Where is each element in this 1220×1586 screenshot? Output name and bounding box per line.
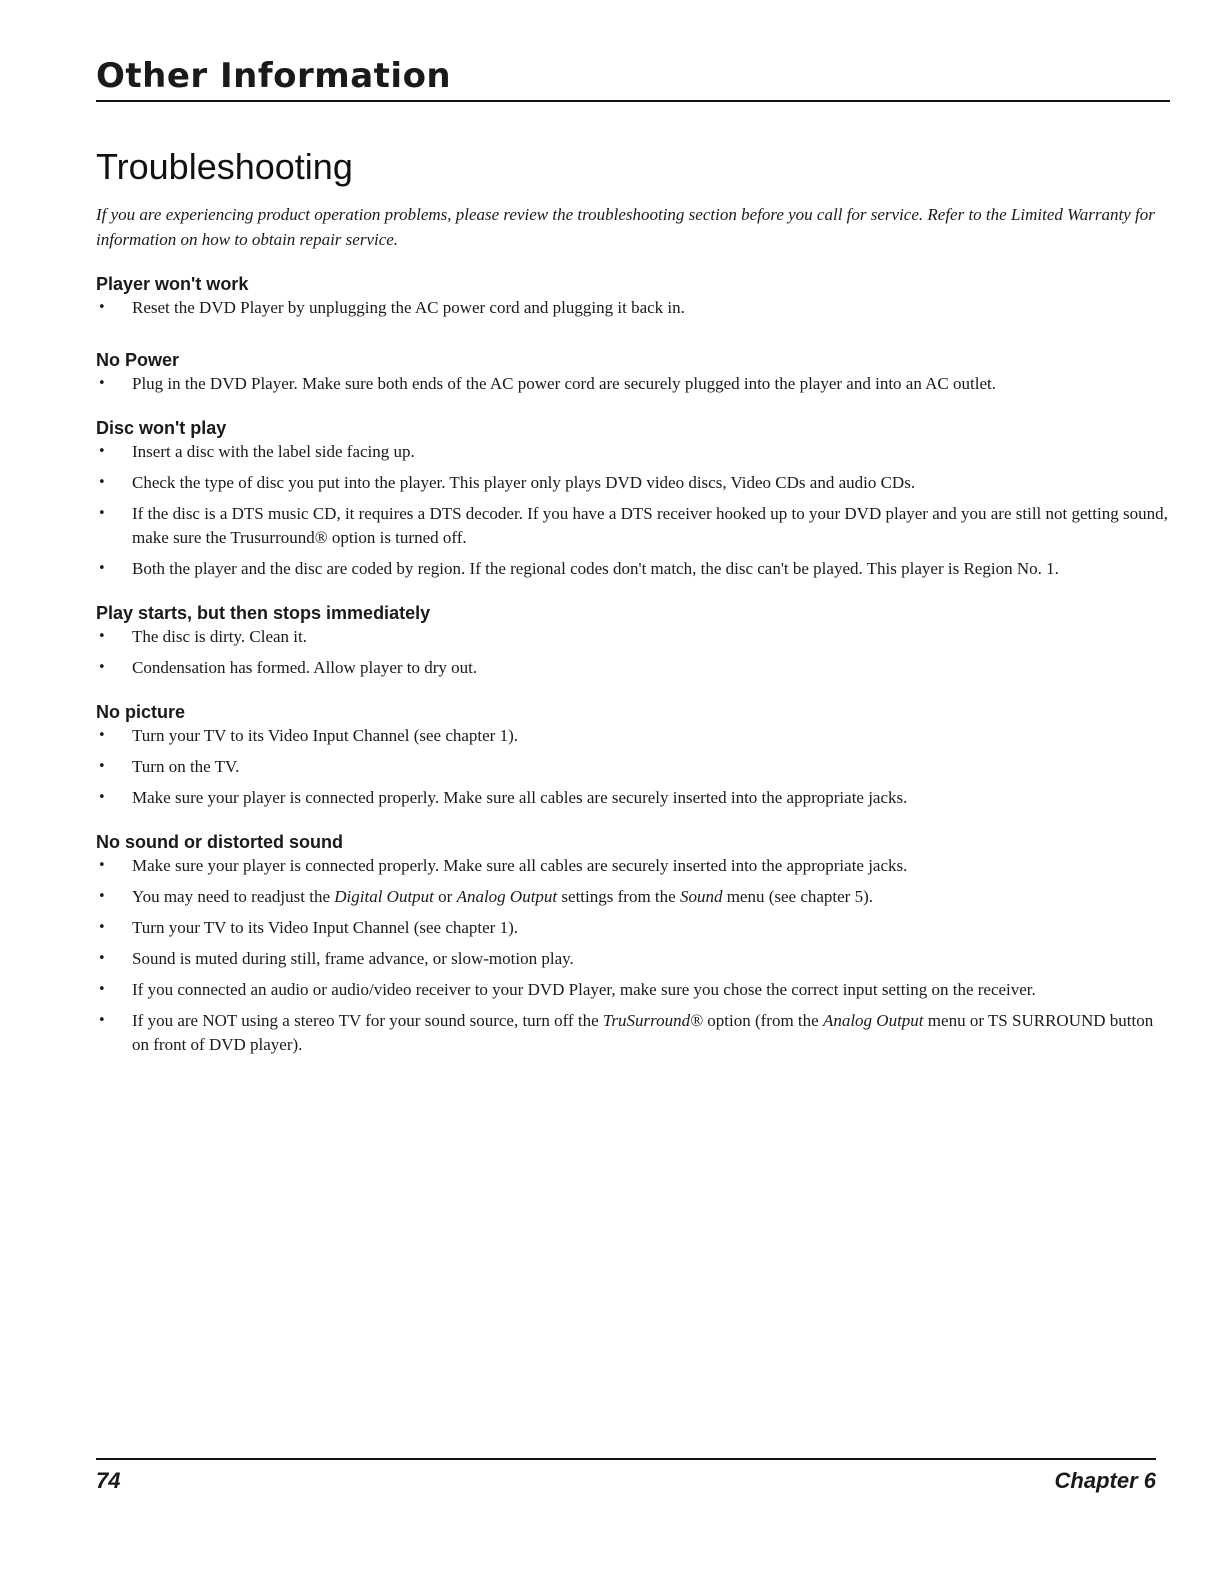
bullet-item — [96, 1009, 1170, 1057]
chapter-label: Chapter 6 — [1054, 1468, 1156, 1493]
topic-no-sound — [96, 830, 1170, 1057]
text-run: option (from the — [703, 1011, 823, 1030]
bullet-list — [96, 724, 1170, 810]
text-run: settings from the — [557, 887, 680, 906]
bullet-item: • Both the player and the disc are coded by region. If the regional codes don't match, the disc can't be played. This player is Region No. 1. — [96, 557, 1170, 581]
bullet-item: • If you connected an audio or audio/video receiver to your DVD Player, make sure you chose the correct input setting on the receiver. — [96, 978, 1170, 1002]
bullet-item: • Make sure your player is connected properly. Make sure all cables are securely inserted into the appropriate jacks. — [96, 786, 1170, 810]
topic-disc-wont-play — [96, 416, 1170, 581]
menu-term-trusurround: TruSurround® — [602, 1011, 704, 1030]
main-content — [96, 140, 1170, 1057]
header-title: Other Information — [96, 56, 452, 96]
bullet-item: • Turn your TV to its Video Input Channel (see chapter 1). — [96, 724, 1170, 748]
topic-heading: No sound or distorted sound — [96, 832, 343, 852]
section-title: Troubleshooting — [96, 146, 353, 187]
topic-heading: No Power — [96, 350, 180, 370]
topic-heading: Disc won't play — [96, 418, 227, 438]
page-header — [96, 56, 1170, 102]
topic-heading: No picture — [96, 702, 186, 722]
text-run: If you are NOT using a stereo TV for your sound source, turn off the — [132, 1011, 603, 1030]
bullet-item: • The disc is dirty. Clean it. — [96, 625, 1170, 649]
text-run: menu (see chapter 5). — [722, 887, 874, 906]
topic-no-power — [96, 348, 1170, 396]
bullet-item: • Plug in the DVD Player. Make sure both ends of the AC power cord are securely plugged into the player and into an AC outlet. — [96, 372, 1170, 396]
menu-term-digital-output: Digital Output — [334, 887, 434, 906]
bullet-item: • Insert a disc with the label side facing up. — [96, 440, 1170, 464]
text-run: menu or TS SURROUND button on front of DVD player). — [132, 1011, 1154, 1054]
bullet-item: • Turn on the TV. — [96, 755, 1170, 779]
menu-term-analog-output: Analog Output — [822, 1011, 924, 1030]
topic-play-stops — [96, 601, 1170, 680]
page-number: 74 — [96, 1468, 121, 1493]
bullet-item: • If the disc is a DTS music CD, it requires a DTS decoder. If you have a DTS receiver hooked up to your DVD player and you are still not getting sound, make sure the Trusurround® option is turned off. — [96, 502, 1170, 550]
bullet-item: • Check the type of disc you put into the player. This player only plays DVD video discs, Video CDs and audio CDs. — [96, 471, 1170, 495]
topic-heading: Play starts, but then stops immediately — [96, 603, 431, 623]
bullet-list — [96, 440, 1170, 581]
bullet-list — [96, 854, 1170, 1057]
topic-heading: Player won't work — [96, 274, 249, 294]
topic-player-wont-work — [96, 272, 1170, 320]
topic-no-picture — [96, 700, 1170, 810]
bullet-list — [96, 372, 1170, 396]
bullet-item: • Turn your TV to its Video Input Channel (see chapter 1). — [96, 916, 1170, 940]
text-run: or — [433, 887, 457, 906]
bullet-list — [96, 625, 1170, 680]
bullet-item — [96, 885, 1170, 909]
bullet-item: • Sound is muted during still, frame advance, or slow-motion play. — [96, 947, 1170, 971]
bullet-item: • Reset the DVD Player by unplugging the AC power cord and plugging it back in. — [96, 296, 1170, 320]
intro-paragraph: If you are experiencing product operation problems, please review the troubleshooting section before you call for service. Refer to the Limited Warranty for information on how to obtain repair service. — [96, 205, 1155, 249]
text-run: You may need to readjust the — [132, 887, 335, 906]
menu-term-sound: Sound — [679, 887, 723, 906]
bullet-item: • Make sure your player is connected properly. Make sure all cables are securely inserted into the appropriate jacks. — [96, 854, 1170, 878]
page-footer — [96, 1458, 1156, 1500]
menu-term-analog-output: Analog Output — [456, 887, 558, 906]
bullet-item: • Condensation has formed. Allow player to dry out. — [96, 656, 1170, 680]
bullet-list — [96, 296, 1170, 320]
